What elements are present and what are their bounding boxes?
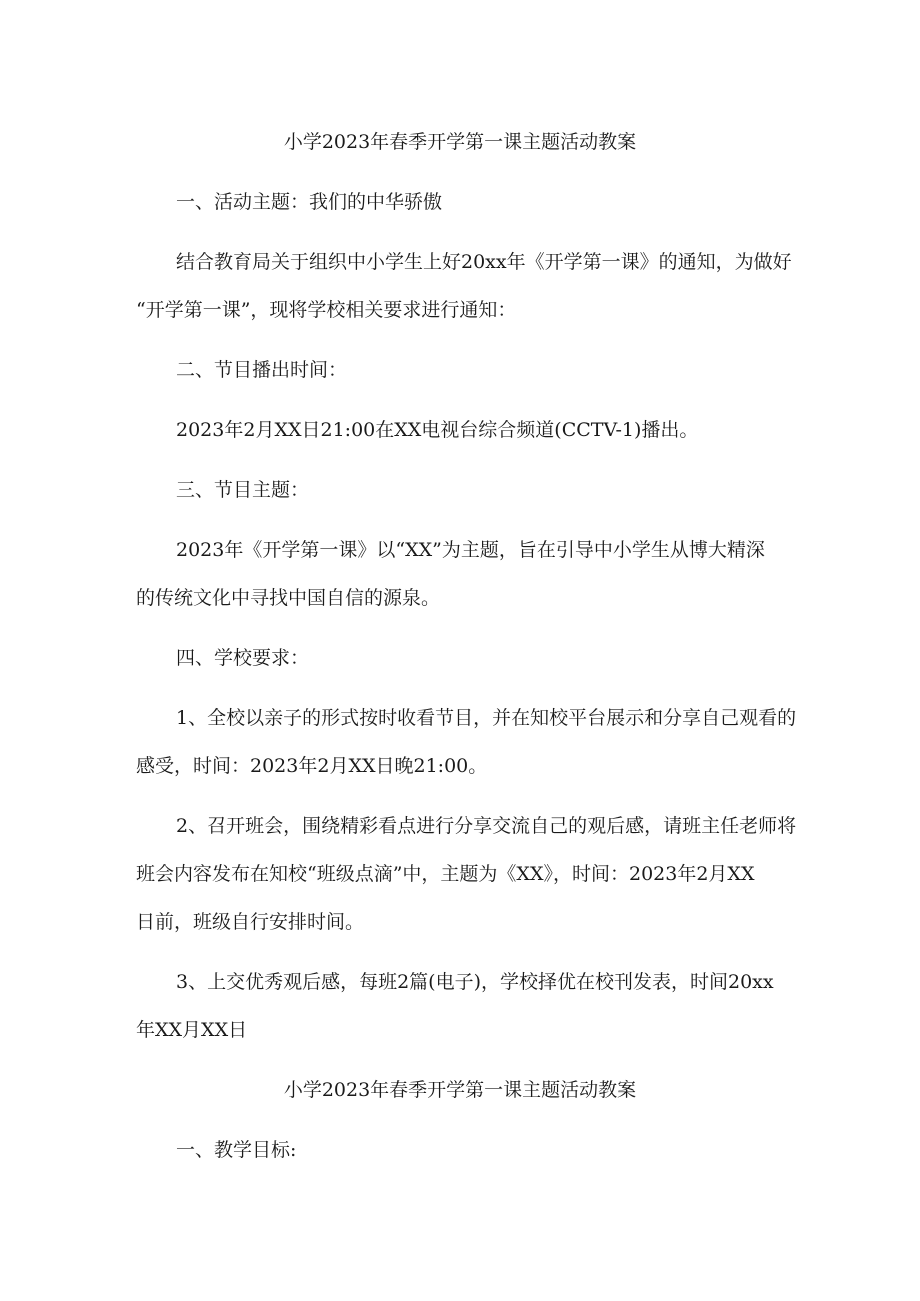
requirement-2-line-1: 2、召开班会，围绕精彩看点进行分享交流自己的观后感，请班主任老师将 bbox=[176, 815, 797, 837]
paragraph-notice-line-2: “开学第一课”，现将学校相关要求进行通知： bbox=[136, 299, 517, 321]
section-heading-activity-theme: 一、活动主题：我们的中华骄傲 bbox=[176, 191, 443, 213]
requirement-1-line-1: 1、全校以亲子的形式按时收看节目，并在知校平台展示和分享自己观看的 bbox=[176, 707, 797, 729]
document-title-repeat: 小学2023年春季开学第一课主题活动教案 bbox=[283, 1079, 637, 1101]
paragraph-notice-line-1: 结合教育局关于组织中小学生上好20xx年《开学第一课》的通知，为做好 bbox=[176, 251, 792, 273]
section-heading-school-requirements: 四、学校要求： bbox=[176, 647, 310, 669]
requirement-1-line-2: 感受，时间：2023年2月XX日晚21:00。 bbox=[136, 755, 488, 777]
section-heading-broadcast-time: 二、节目播出时间： bbox=[176, 359, 348, 381]
section-heading-program-theme: 三、节目主题： bbox=[176, 479, 310, 501]
requirement-2-line-3: 日前，班级自行安排时间。 bbox=[136, 911, 365, 933]
requirement-3-line-2: 年XX月XX日 bbox=[136, 1019, 248, 1041]
document-title: 小学2023年春季开学第一课主题活动教案 bbox=[283, 131, 637, 153]
requirement-3-line-1: 3、上交优秀观后感，每班2篇(电子)，学校择优在校刊发表，时间20xx bbox=[176, 971, 774, 993]
paragraph-program-theme-line-1: 2023年《开学第一课》以“XX”为主题，旨在引导中小学生从博大精深 bbox=[176, 539, 765, 561]
paragraph-program-theme-line-2: 的传统文化中寻找中国自信的源泉。 bbox=[136, 587, 441, 609]
section-heading-teaching-goals: 一、教学目标: bbox=[176, 1139, 297, 1161]
paragraph-broadcast-time: 2023年2月XX日21:00在XX电视台综合频道(CCTV-1)播出。 bbox=[176, 419, 699, 441]
requirement-2-line-2: 班会内容发布在知校“班级点滴”中，主题为《XX》，时间：2023年2月XX bbox=[136, 863, 755, 885]
